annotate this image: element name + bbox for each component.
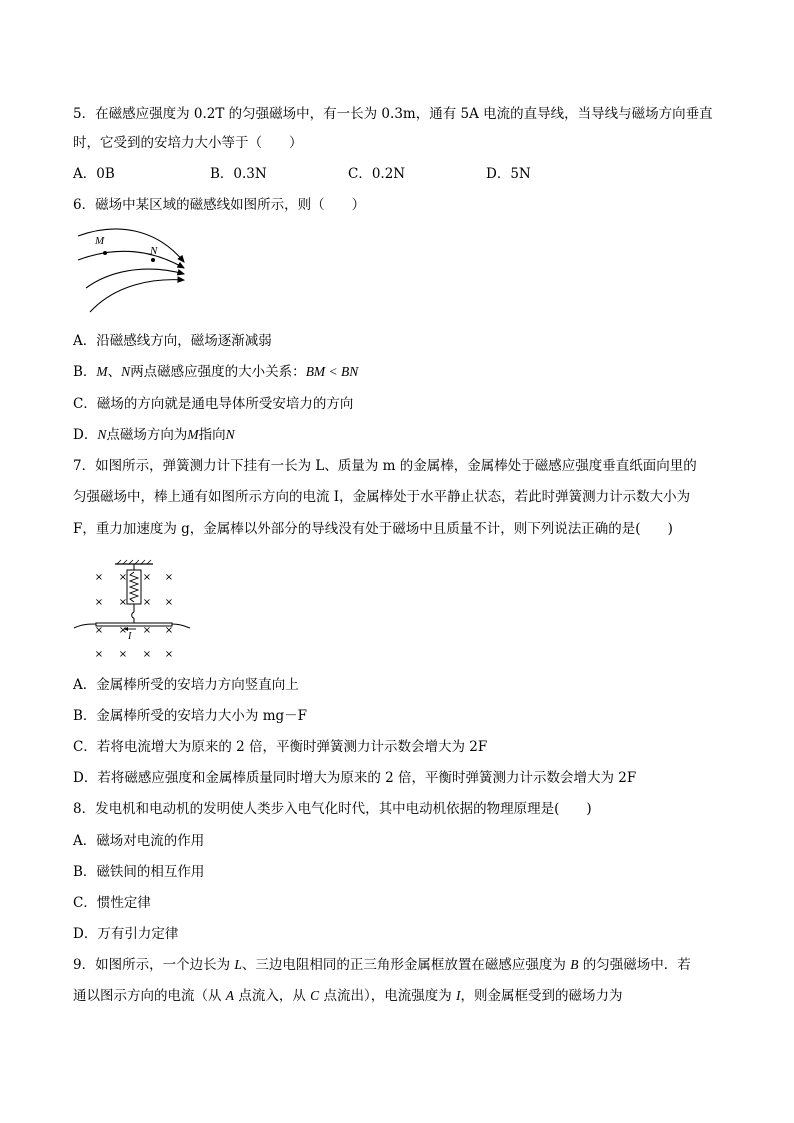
svg-text:×: × bbox=[142, 625, 152, 636]
q7-spring-balance-figure bbox=[72, 560, 194, 662]
q8-option-c: C．惯性定律 bbox=[73, 895, 151, 911]
q6-stem: 6．磁场中某区域的磁感线如图所示，则（ ） bbox=[73, 197, 366, 213]
q7-option-b: B．金属棒所受的安培力大小为 mg－F bbox=[73, 708, 308, 724]
svg-text:×: × bbox=[94, 625, 104, 636]
svg-text:×: × bbox=[94, 597, 104, 608]
q7-stem-line2: 匀强磁场中，棒上通有如图所示方向的电流 I，金属棒处于水平静止状态，若此时弹簧测力计示数大小为 bbox=[73, 489, 691, 505]
q5-stem-line2: 时，它受到的安培力大小等于（ ） bbox=[73, 135, 303, 151]
field-line-4 bbox=[90, 280, 184, 312]
svg-text:×: × bbox=[118, 572, 128, 583]
field-line-2 bbox=[78, 251, 184, 268]
wire-left bbox=[74, 624, 96, 628]
svg-text:×: × bbox=[94, 649, 104, 660]
svg-text:×: × bbox=[164, 597, 174, 608]
svg-text:×: × bbox=[142, 572, 152, 583]
q5-stem-line1: 5．在磁感应强度为 0.2T 的匀强磁场中，有一长为 0.3m，通有 5A 电流的直导线，当导线与磁场方向垂直 bbox=[73, 106, 713, 122]
q7-option-a: A．金属棒所受的安培力方向竖直向上 bbox=[73, 677, 299, 693]
q6-option-d: D．N点磁场方向为M指向N bbox=[73, 427, 235, 443]
q8-option-a: A．磁场对电流的作用 bbox=[73, 833, 205, 849]
point-m-dot bbox=[103, 251, 107, 255]
q6-field-lines-figure bbox=[76, 222, 196, 317]
svg-text:×: × bbox=[118, 625, 128, 636]
q6-option-b: B．M、N两点磁感应强度的大小关系：BM < BN bbox=[73, 364, 359, 380]
wire-right bbox=[172, 624, 190, 628]
svg-text:×: × bbox=[164, 649, 174, 660]
q7-stem-line3: F，重力加速度为 g，金属棒以外部分的导线没有处于磁场中且质量不计，则下列说法正确的是( ) bbox=[73, 521, 673, 537]
point-m-label: M bbox=[95, 235, 105, 247]
q7-option-c: C．若将电流增大为原来的 2 倍，平衡时弹簧测力计示数会增大为 2F bbox=[73, 739, 488, 755]
svg-text:×: × bbox=[118, 649, 128, 660]
point-n-dot bbox=[151, 258, 155, 262]
q9-stem-line1: 9．如图所示，一个边长为 L、三边电阻相同的正三角形金属框放置在磁感应强度为 B 的匀强磁场中．若 bbox=[73, 957, 691, 973]
q7-stem-line1: 7．如图所示，弹簧测力计下挂有一长为 L、质量为 m 的金属棒，金属棒处于磁感应强度垂直纸面向里的 bbox=[73, 458, 697, 474]
q6-option-a: A．沿磁感线方向，磁场逐渐减弱 bbox=[73, 333, 272, 349]
q8-option-d: D．万有引力定律 bbox=[73, 926, 179, 942]
q5-option-d: D．5N bbox=[486, 166, 531, 182]
current-label: I bbox=[128, 631, 132, 642]
svg-text:×: × bbox=[164, 572, 174, 583]
q5-option-c: C．0.2N bbox=[348, 166, 406, 182]
q6-option-c: C．磁场的方向就是通电导体所受安培力的方向 bbox=[73, 396, 354, 412]
metal-bar bbox=[96, 623, 172, 626]
point-n-label: N bbox=[150, 245, 158, 257]
svg-text:×: × bbox=[142, 597, 152, 608]
svg-text:×: × bbox=[164, 625, 174, 636]
q9-stem-line2: 通以图示方向的电流（从 A 点流入，从 C 点流出），电流强度为 I，则金属框受到的磁场力为 bbox=[73, 988, 623, 1004]
svg-text:×: × bbox=[94, 572, 104, 583]
svg-text:×: × bbox=[118, 597, 128, 608]
q5-option-b: B．0.3N bbox=[210, 166, 267, 182]
q8-option-b: B．磁铁间的相互作用 bbox=[73, 864, 205, 880]
spring-coil bbox=[130, 572, 138, 602]
svg-text:×: × bbox=[142, 649, 152, 660]
q8-stem: 8．发电机和电动机的发明使人类步入电气化时代，其中电动机依据的物理原理是( ) bbox=[73, 801, 592, 817]
q7-option-d: D．若将磁感应强度和金属棒质量同时增大为原来的 2 倍，平衡时弹簧测力计示数会增大为 2F bbox=[73, 770, 637, 786]
field-line-1 bbox=[78, 229, 184, 262]
q5-option-a: A．0B bbox=[73, 166, 115, 182]
